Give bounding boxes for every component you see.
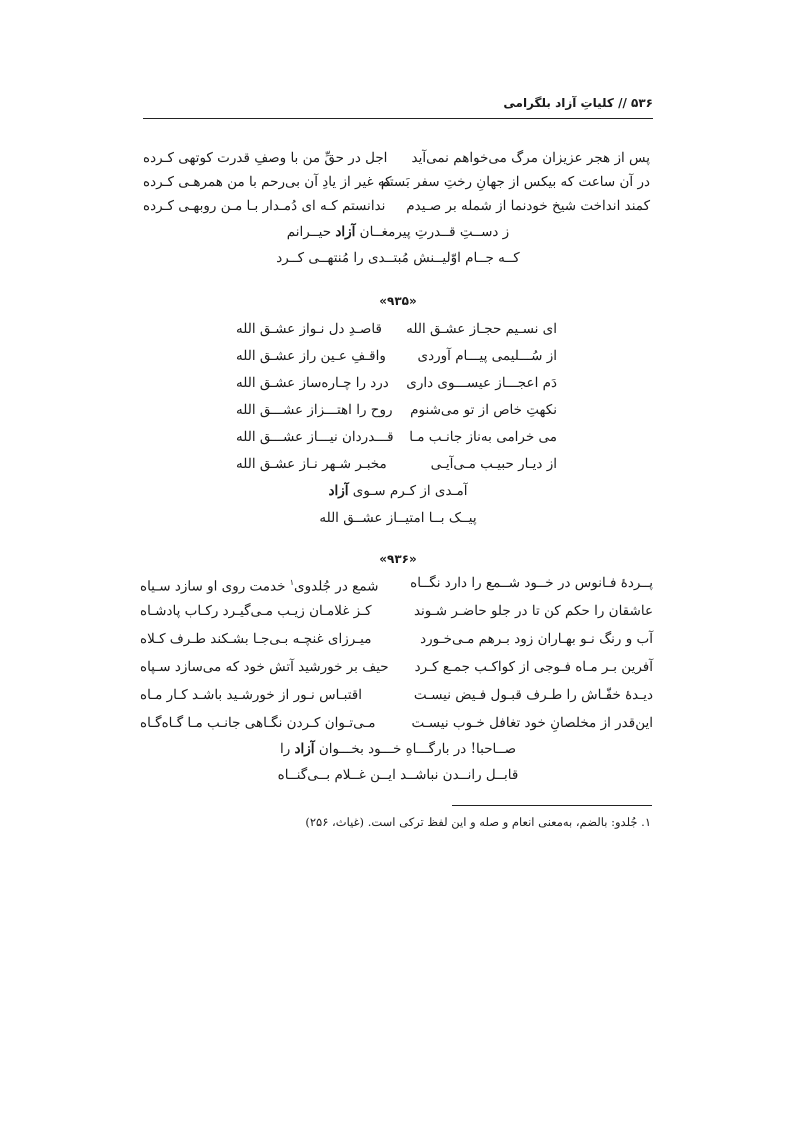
page-header	[143, 92, 653, 119]
verse-left: واقـفِ عـین راز عشـق الله	[236, 348, 386, 364]
verse-right: از دیـار حبیـب مـی‌آیـی	[430, 456, 557, 472]
verse-left: درد را چـاره‌ساز عشـق الله	[236, 375, 389, 391]
verse-left: کـز غلامـان زیـب مـی‌گیـرد رکـاب پادشـاه	[140, 603, 372, 619]
poem-number: «۹۳۵»	[379, 294, 417, 308]
poet-name: آزاد	[294, 741, 315, 757]
verse-right: دَم اعجـــاز عیســـوی داری	[406, 375, 557, 391]
final-verse-2: کــه جــام اوّلیــنش مُبتــدی را مُنتهــی کــرد	[276, 250, 520, 266]
verse-left: روح را اهتـــزاز عشـــق الله	[236, 402, 393, 418]
verse-left: مخبـر شـهر نـاز عشـق الله	[236, 456, 387, 472]
poet-name: آزاد	[335, 224, 356, 240]
final-verse-2: قابــل رانــدن نباشــد ایــن غــلام بــی‌گنــاه	[277, 767, 519, 783]
footnote: ۱. جُلدو: بالضم، به‌معنی انعام و صله و این لفظ ترکی است. (غیاث، ۲۵۶)	[305, 815, 651, 829]
footnote-divider	[452, 805, 652, 806]
verse-left: حیف بر خورشید آتش خود که می‌سازد سـپاه	[140, 659, 389, 675]
verse-right: نکهتِ خاص از تو می‌شنوم	[410, 402, 557, 418]
final-verse-2: پیــک بــا امتیــاز عشــق الله	[319, 510, 477, 526]
poet-name: آزاد	[328, 483, 349, 499]
verse-right: دیـدهٔ خفّـاش را طـرف قبـول فـیض نیسـت	[413, 687, 653, 703]
final-verse-1: آمـدی از کـرم سـوی آزاد	[328, 483, 468, 499]
final-verse-1: صــاحبا! در بارگـــاهِ خـــود بخـــوان آزاد را	[279, 741, 517, 757]
page-title: ۵۳۶ // کلیاتِ آزاد بلگرامی	[503, 96, 653, 110]
footnote-marker: ۱	[289, 578, 295, 587]
verse-right: ای نسـیم حجـاز عشـق الله	[406, 321, 557, 337]
verse-left: میـرزای غنچـه بـی‌جـا بشـکند طـرف کـلاه	[140, 631, 372, 647]
verse-left: که غیر از یادِ آن بی‌رحم با من همرهـی کـرده	[143, 174, 392, 190]
verse-right: آب و رنگ نـو بهـاران زود بـرهم مـی‌خـورد	[420, 631, 653, 647]
verse-right: در آن ساعت که بیکس از جهانِ رختِ سفر بَستم	[380, 174, 650, 190]
verse-right: از سُـــلیمی پیـــام آوردی	[417, 348, 557, 364]
verse-right: عاشقان را حکم کن تا در جلو حاضـر شـوند	[413, 603, 653, 619]
verse-left: مـی‌تـوان کـردن نگـاهی جانـب مـا گـاه‌گـاه	[140, 715, 376, 731]
verse-right: آفرین بـر مـاه فـوجی از کواکـب جمـع کـرد	[414, 659, 653, 675]
verse-left: قاصـدِ دل نـواز عشـق الله	[236, 321, 382, 337]
verse-left: شمع در جُلدوی$^۱$ خدمت روی او سازد سـیاه	[140, 578, 379, 595]
verse-right: این‌قدر از مخلصانِ خود تغافل خـوب نیسـت	[411, 715, 653, 731]
verse-right: پس از هجر عزیزان مرگ می‌خواهم نمی‌آید	[411, 150, 650, 166]
verse-left: ندانستم کـه ای دُمـدار بـا مـن روبهـی کـرده	[143, 198, 386, 214]
verse-left: قـــدردان نیـــاز عشـــق الله	[236, 429, 394, 445]
final-verse-1: ز دســتِ قــدرتِ پیرمغــان آزاد حیــرانم	[286, 224, 510, 240]
verse-right: پــردهٔ فـانوس در خــود شــمع را دارد نگــاه	[410, 575, 653, 591]
poem-number: «۹۳۶»	[379, 552, 417, 566]
verse-left: اقتبـاس نـور از خورشـید باشـد کـار مـاه	[140, 687, 362, 703]
verse-right: کمند انداخت شیخ خودنما از شمله بر صـیدم	[406, 198, 650, 214]
verse-right: می خرامی به‌ناز جانـب مـا	[409, 429, 557, 445]
verse-left: اجل در حقِّ من با وصفِ قدرت کوتهی کـرده	[143, 150, 388, 166]
